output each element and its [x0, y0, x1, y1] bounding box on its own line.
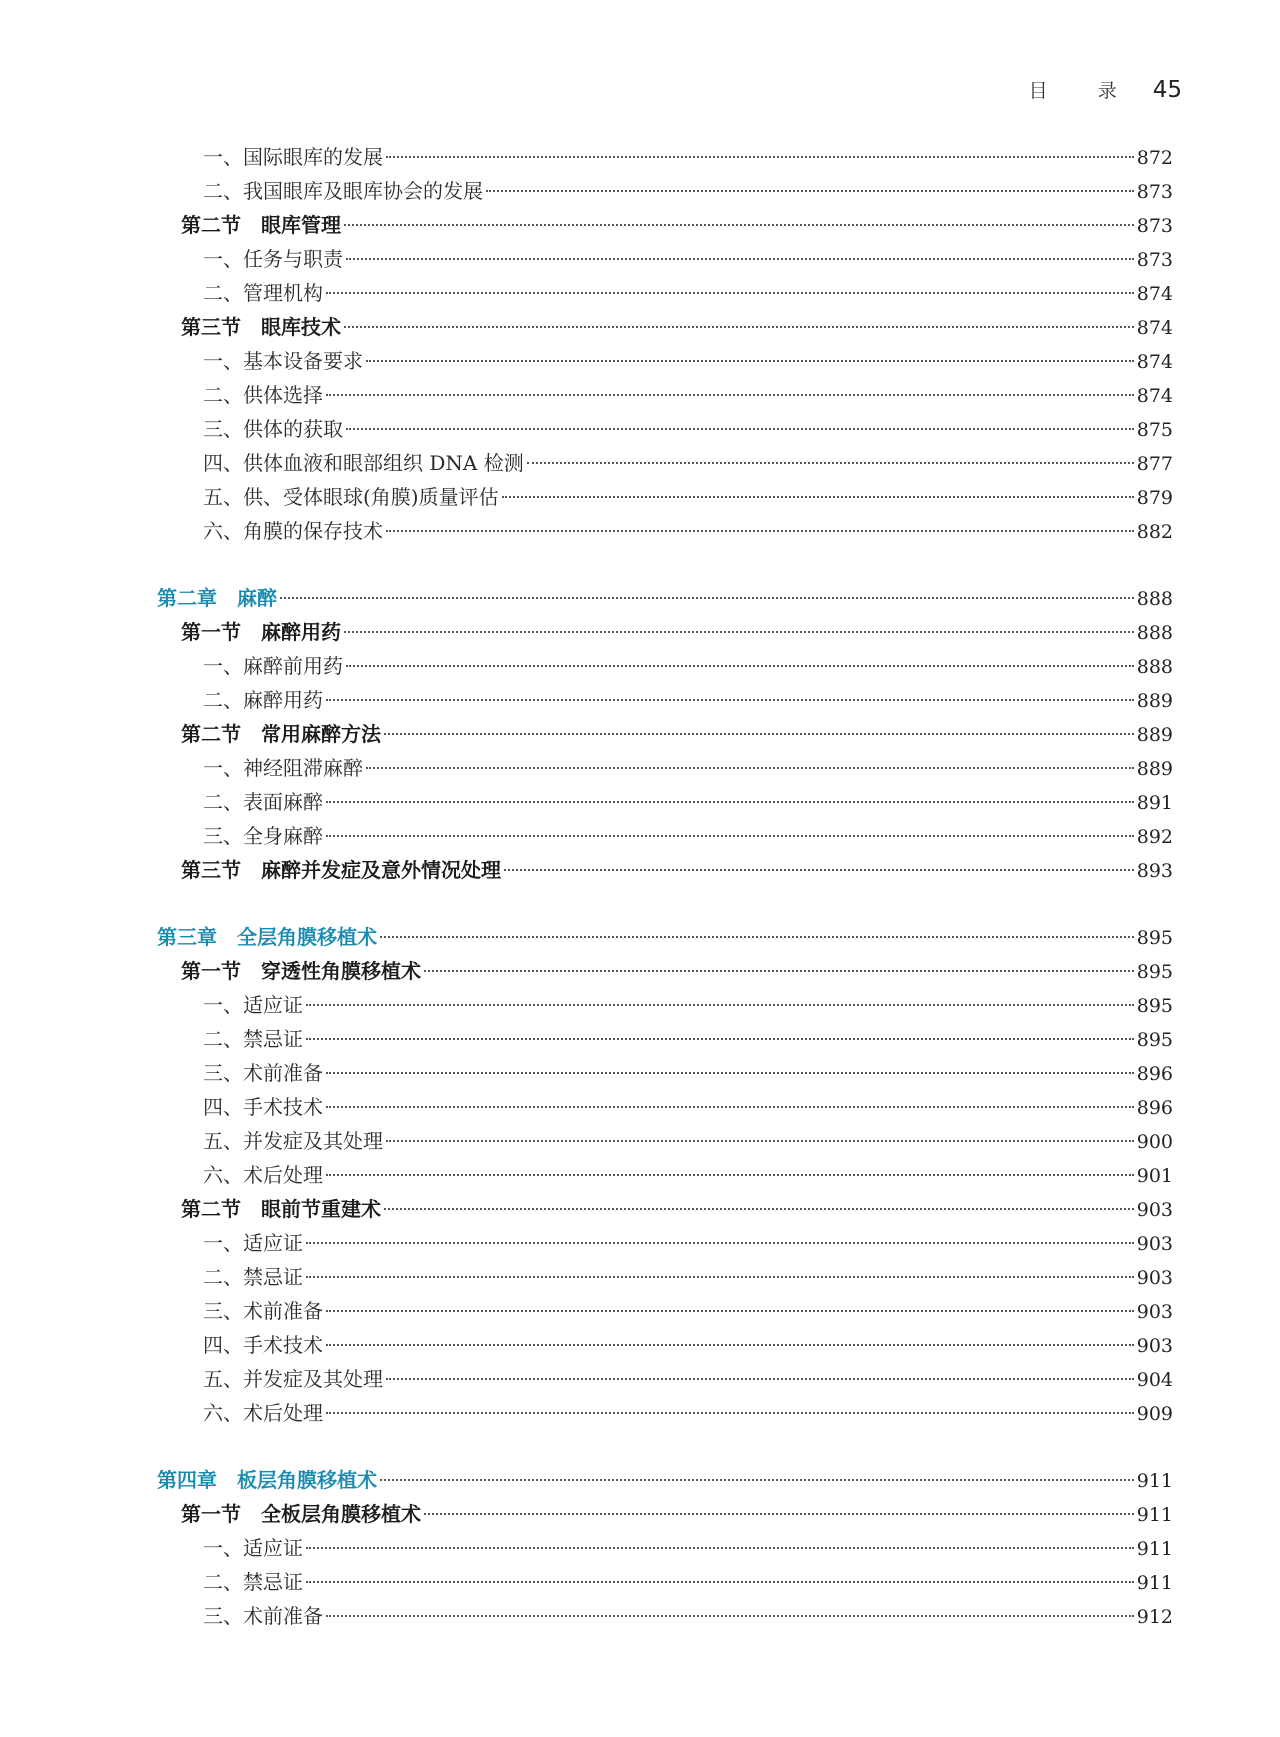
toc-chapter-row[interactable]: [157, 920, 1173, 954]
dot-leader: [386, 1140, 1134, 1142]
toc-entry-page-number: 888: [1136, 656, 1173, 678]
toc-entry-title: 五、并发症及其处理: [203, 1367, 383, 1391]
dot-leader: [326, 835, 1134, 837]
toc-entry-title: 二、麻醉用药: [203, 688, 323, 712]
toc-entry-page-number: 873: [1136, 215, 1173, 237]
dot-leader: [306, 1276, 1134, 1278]
toc-entry-page-number: 911: [1136, 1470, 1173, 1492]
toc-entry-page-number: 874: [1136, 283, 1173, 305]
toc-entry-title: 四、手术技术: [203, 1095, 323, 1119]
dot-leader: [384, 733, 1134, 735]
toc-entry-page-number: 893: [1136, 860, 1173, 882]
dot-leader: [486, 190, 1134, 192]
dot-leader: [326, 1310, 1134, 1312]
dot-leader: [326, 699, 1134, 701]
toc-entry-title: 二、禁忌证: [203, 1265, 303, 1289]
running-header-label: 目 录: [1028, 80, 1139, 102]
dot-leader: [384, 1208, 1134, 1210]
toc-entry-title: 三、供体的获取: [203, 417, 343, 441]
toc-item-row[interactable]: [157, 344, 1173, 378]
toc-item-row[interactable]: [157, 1158, 1173, 1192]
header-page-number: 45: [1152, 77, 1182, 103]
toc-item-row[interactable]: [157, 785, 1173, 819]
dot-leader: [366, 360, 1134, 362]
toc-entry-title: 一、适应证: [203, 1231, 303, 1255]
toc-item-row[interactable]: [157, 751, 1173, 785]
toc-entry-title: 五、供、受体眼球(角膜)质量评估: [203, 485, 499, 509]
toc-entry-title: 一、适应证: [203, 993, 303, 1017]
dot-leader: [326, 1412, 1134, 1414]
toc-entry-title: 第一节 麻醉用药: [181, 620, 341, 644]
toc-item-row[interactable]: [157, 1056, 1173, 1090]
toc-entry-page-number: 903: [1136, 1233, 1173, 1255]
toc-entry-title: 三、全身麻醉: [203, 824, 323, 848]
toc-entry-page-number: 874: [1136, 317, 1173, 339]
toc-item-row[interactable]: [157, 988, 1173, 1022]
toc-item-row[interactable]: [157, 1090, 1173, 1124]
toc-entry-page-number: 895: [1136, 1029, 1173, 1051]
dot-leader: [380, 1479, 1134, 1481]
toc-item-row[interactable]: [157, 412, 1173, 446]
toc-item-row[interactable]: [157, 683, 1173, 717]
toc-item-row[interactable]: [157, 1260, 1173, 1294]
toc-entry-page-number: 888: [1136, 588, 1173, 610]
dot-leader: [366, 767, 1134, 769]
toc-entry-page-number: 904: [1136, 1369, 1173, 1391]
dot-leader: [326, 1106, 1134, 1108]
toc-entry-title: 三、术前准备: [203, 1299, 323, 1323]
dot-leader: [386, 156, 1134, 158]
toc-item-row[interactable]: [157, 1565, 1173, 1599]
toc-section-row[interactable]: [157, 1192, 1173, 1226]
toc-entry-page-number: 911: [1136, 1572, 1173, 1594]
toc-entry-page-number: 896: [1136, 1063, 1173, 1085]
toc-entry-title: 二、我国眼库及眼库协会的发展: [203, 179, 483, 203]
dot-leader: [326, 1174, 1134, 1176]
toc-entry-title: 一、麻醉前用药: [203, 654, 343, 678]
toc-section-row[interactable]: [157, 310, 1173, 344]
dot-leader: [306, 1038, 1134, 1040]
toc-item-row[interactable]: [157, 819, 1173, 853]
toc-entry-title: 第二节 眼前节重建术: [181, 1197, 381, 1221]
toc-item-row[interactable]: [157, 446, 1173, 480]
toc-item-row[interactable]: [157, 242, 1173, 276]
toc-entry-title: 第三章 全层角膜移植术: [157, 925, 377, 949]
toc-item-row[interactable]: [157, 1294, 1173, 1328]
toc-item-row[interactable]: [157, 1022, 1173, 1056]
toc-entry-page-number: 895: [1136, 961, 1173, 983]
dot-leader: [326, 1615, 1134, 1617]
toc-entry-title: 第一节 穿透性角膜移植术: [181, 959, 421, 983]
toc-entry-title: 四、手术技术: [203, 1333, 323, 1357]
toc-entry-page-number: 889: [1136, 758, 1173, 780]
toc-entry-title: 第二章 麻醉: [157, 586, 277, 610]
dot-leader: [346, 428, 1134, 430]
toc-entry-title: 二、管理机构: [203, 281, 323, 305]
toc-item-row[interactable]: [157, 1124, 1173, 1158]
toc-entry-title: 一、基本设备要求: [203, 349, 363, 373]
toc-entry-page-number: 882: [1136, 521, 1173, 543]
toc-item-row[interactable]: [157, 649, 1173, 683]
toc-entry-title: 三、术前准备: [203, 1061, 323, 1085]
dot-leader: [326, 1072, 1134, 1074]
dot-leader: [424, 1513, 1134, 1515]
toc-item-row[interactable]: [157, 1531, 1173, 1565]
toc-entry-title: 第四章 板层角膜移植术: [157, 1468, 377, 1492]
toc-entry-title: 二、禁忌证: [203, 1027, 303, 1051]
toc-item-row[interactable]: [157, 1328, 1173, 1362]
table-of-contents: [157, 140, 1173, 1633]
toc-item-row[interactable]: [157, 378, 1173, 412]
toc-chapter-row[interactable]: [157, 581, 1173, 615]
toc-entry-page-number: 888: [1136, 622, 1173, 644]
toc-entry-page-number: 911: [1136, 1538, 1173, 1560]
toc-entry-title: 一、神经阻滞麻醉: [203, 756, 363, 780]
toc-item-row[interactable]: [157, 1599, 1173, 1633]
toc-entry-title: 五、并发症及其处理: [203, 1129, 383, 1153]
toc-section-row[interactable]: [157, 717, 1173, 751]
dot-leader: [326, 292, 1134, 294]
dot-leader: [346, 258, 1134, 260]
toc-entry-title: 六、角膜的保存技术: [203, 519, 383, 543]
toc-entry-title: 六、术后处理: [203, 1163, 323, 1187]
dot-leader: [344, 224, 1134, 226]
toc-entry-page-number: 896: [1136, 1097, 1173, 1119]
page-header: [1029, 76, 1182, 103]
toc-entry-page-number: 889: [1136, 690, 1173, 712]
dot-leader: [527, 462, 1134, 464]
toc-entry-page-number: 903: [1136, 1267, 1173, 1289]
toc-item-row[interactable]: [157, 1396, 1173, 1430]
toc-entry-page-number: 903: [1136, 1301, 1173, 1323]
toc-section-row[interactable]: [157, 853, 1173, 887]
toc-entry-title: 一、国际眼库的发展: [203, 145, 383, 169]
toc-entry-page-number: 912: [1136, 1606, 1173, 1628]
toc-section-row[interactable]: [157, 1497, 1173, 1531]
toc-item-row[interactable]: [157, 480, 1173, 514]
toc-entry-title: 四、供体血液和眼部组织 DNA 检测: [203, 451, 524, 475]
toc-entry-title: 第二节 眼库管理: [181, 213, 341, 237]
toc-entry-title: 三、术前准备: [203, 1604, 323, 1628]
toc-entry-page-number: 889: [1136, 724, 1173, 746]
toc-item-row[interactable]: [157, 276, 1173, 310]
dot-leader: [502, 496, 1134, 498]
dot-leader: [344, 326, 1134, 328]
dot-leader: [386, 530, 1134, 532]
toc-item-row[interactable]: [157, 1226, 1173, 1260]
toc-item-row[interactable]: [157, 514, 1173, 548]
dot-leader: [424, 970, 1134, 972]
toc-entry-page-number: 901: [1136, 1165, 1173, 1187]
toc-item-row[interactable]: [157, 174, 1173, 208]
toc-entry-page-number: 895: [1136, 995, 1173, 1017]
toc-entry-page-number: 892: [1136, 826, 1173, 848]
toc-entry-page-number: 900: [1136, 1131, 1173, 1153]
toc-entry-page-number: 903: [1136, 1199, 1173, 1221]
toc-entry-title: 第三节 麻醉并发症及意外情况处理: [181, 858, 501, 882]
dot-leader: [306, 1242, 1134, 1244]
toc-entry-page-number: 872: [1136, 147, 1173, 169]
dot-leader: [326, 394, 1134, 396]
toc-chapter-row[interactable]: [157, 1463, 1173, 1497]
dot-leader: [504, 869, 1134, 871]
dot-leader: [326, 801, 1134, 803]
dot-leader: [306, 1581, 1134, 1583]
toc-section-row[interactable]: [157, 954, 1173, 988]
toc-entry-title: 二、禁忌证: [203, 1570, 303, 1594]
toc-entry-page-number: 875: [1136, 419, 1173, 441]
dot-leader: [306, 1004, 1134, 1006]
toc-entry-page-number: 891: [1136, 792, 1173, 814]
toc-section-row[interactable]: [157, 208, 1173, 242]
toc-entry-page-number: 874: [1136, 385, 1173, 407]
dot-leader: [346, 665, 1134, 667]
dot-leader: [380, 936, 1134, 938]
dot-leader: [386, 1378, 1134, 1380]
toc-entry-title: 第三节 眼库技术: [181, 315, 341, 339]
toc-entry-title: 一、任务与职责: [203, 247, 343, 271]
toc-entry-page-number: 909: [1136, 1403, 1173, 1425]
toc-entry-title: 第二节 常用麻醉方法: [181, 722, 381, 746]
dot-leader: [326, 1344, 1134, 1346]
toc-entry-page-number: 874: [1136, 351, 1173, 373]
toc-entry-title: 二、表面麻醉: [203, 790, 323, 814]
toc-entry-title: 第一节 全板层角膜移植术: [181, 1502, 421, 1526]
toc-entry-page-number: 877: [1136, 453, 1173, 475]
toc-entry-page-number: 873: [1136, 249, 1173, 271]
toc-entry-title: 二、供体选择: [203, 383, 323, 407]
toc-entry-title: 六、术后处理: [203, 1401, 323, 1425]
toc-entry-page-number: 911: [1136, 1504, 1173, 1526]
toc-item-row[interactable]: [157, 1362, 1173, 1396]
dot-leader: [344, 631, 1134, 633]
toc-entry-page-number: 873: [1136, 181, 1173, 203]
dot-leader: [280, 597, 1134, 599]
toc-entry-page-number: 903: [1136, 1335, 1173, 1357]
toc-entry-page-number: 879: [1136, 487, 1173, 509]
toc-item-row[interactable]: [157, 140, 1173, 174]
dot-leader: [306, 1547, 1134, 1549]
toc-entry-title: 一、适应证: [203, 1536, 303, 1560]
toc-entry-page-number: 895: [1136, 927, 1173, 949]
toc-section-row[interactable]: [157, 615, 1173, 649]
